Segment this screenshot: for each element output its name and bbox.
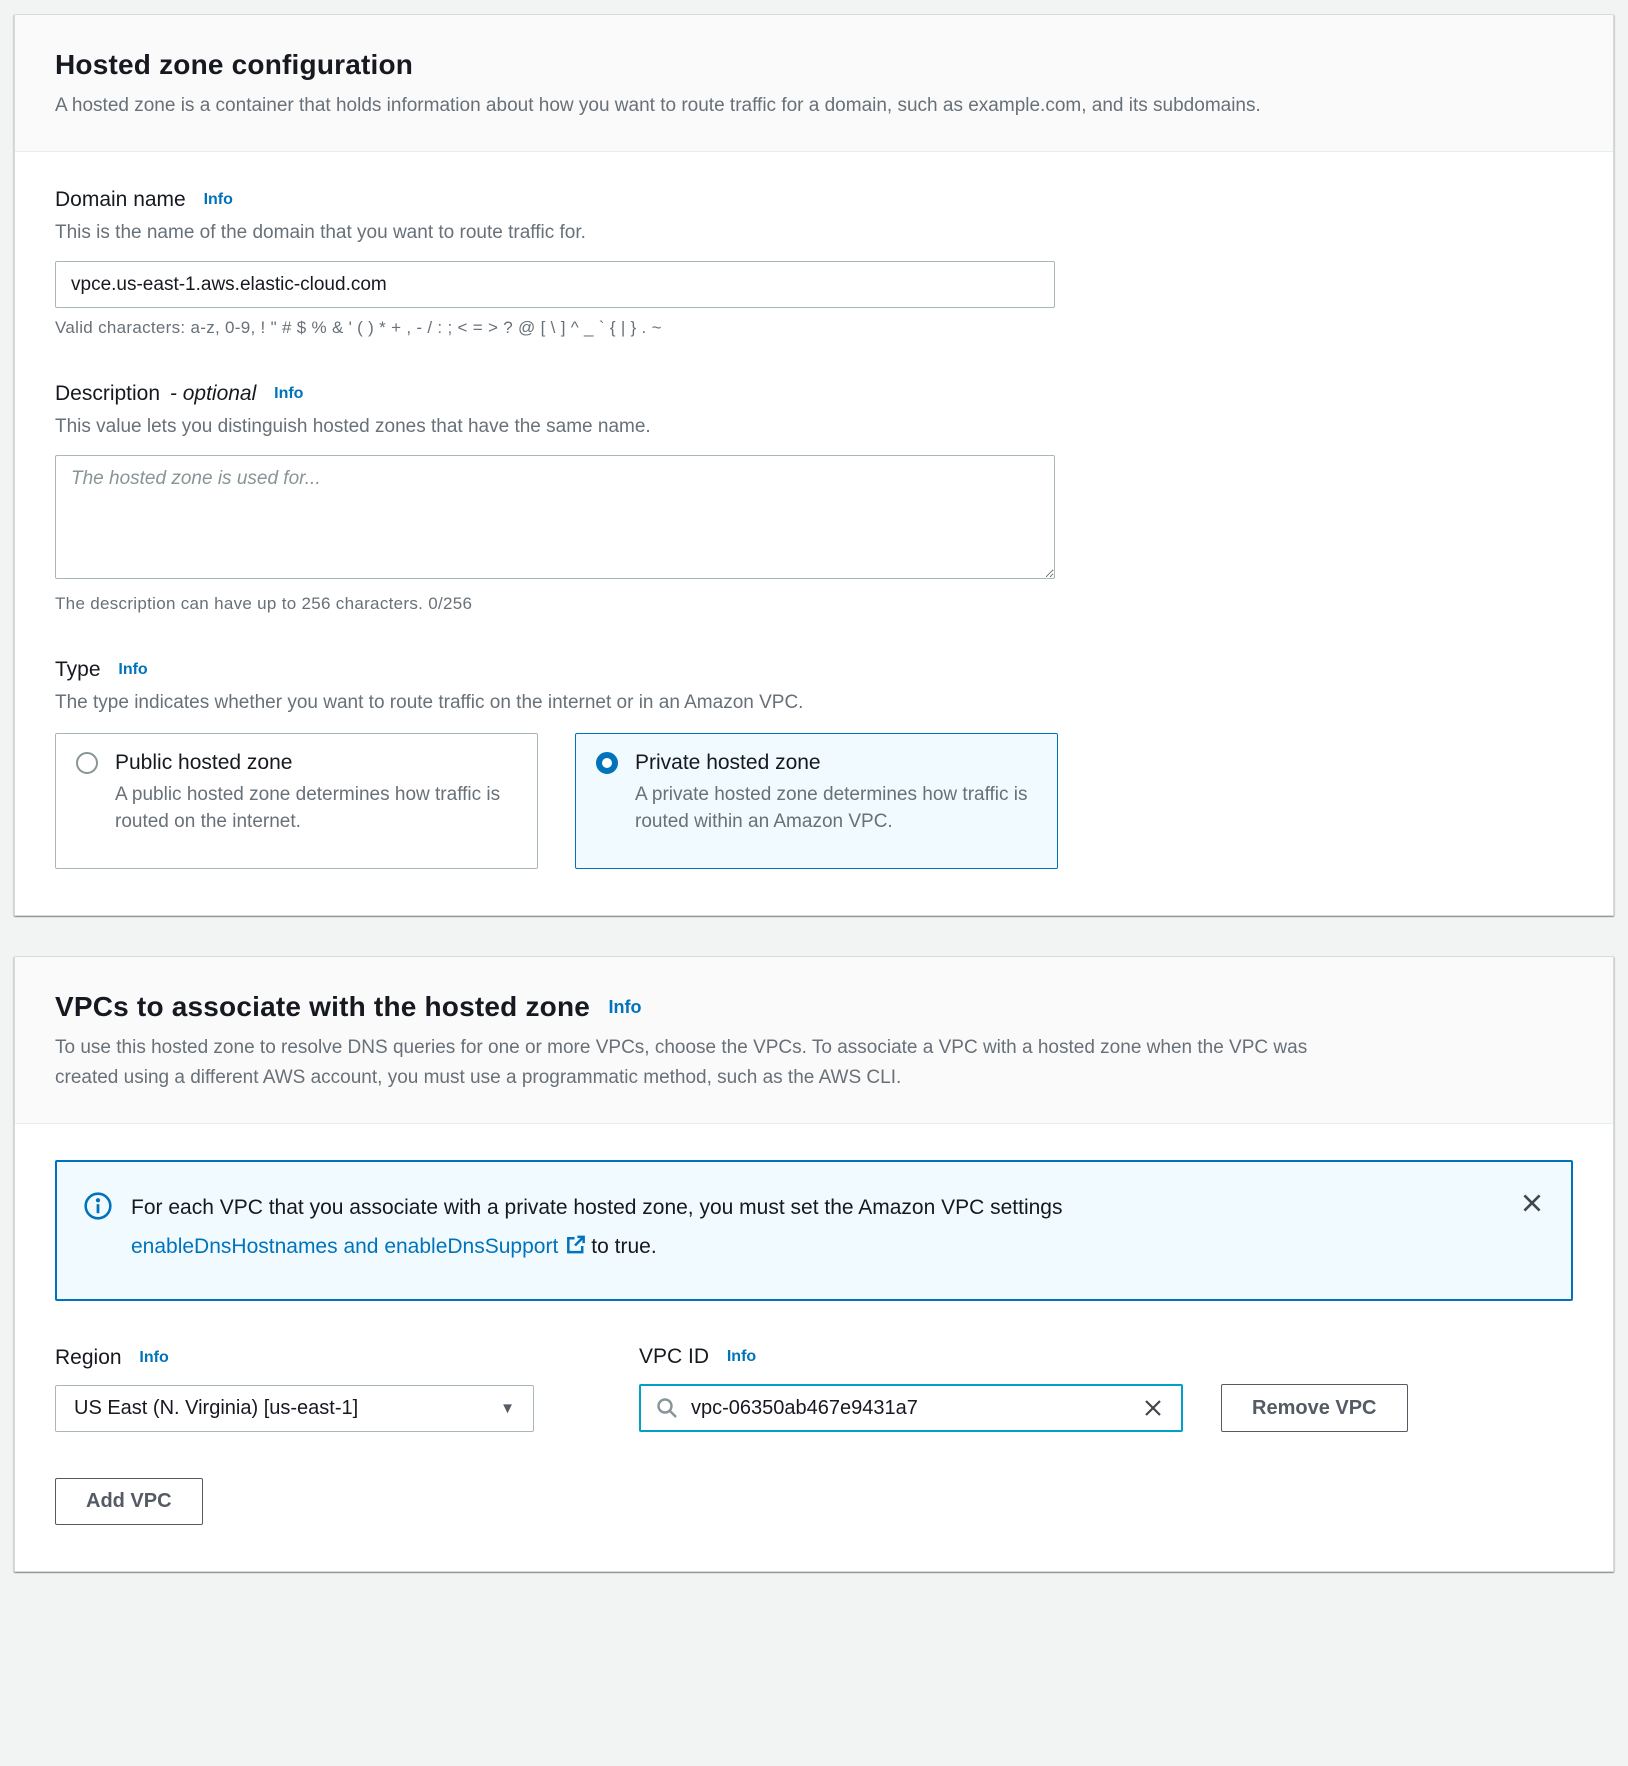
vpc-id-label: VPC ID: [639, 1345, 710, 1368]
type-field: [55, 658, 1573, 869]
vpc-id-column: [639, 1345, 1183, 1432]
public-option-description: A public hosted zone determines how traffic is routed on the internet.: [115, 784, 501, 832]
radio-unselected-icon[interactable]: [76, 752, 98, 774]
description-label-row: [55, 382, 1573, 406]
close-icon: [1519, 1204, 1545, 1219]
domain-name-constraint: Valid characters: a-z, 0-9, ! " # $ % & ' ( ) * + , - / : ; < = > ? @ [ \ ] ^ _ ` { | } . ~: [55, 318, 662, 337]
region-info-link[interactable]: Info: [139, 1349, 169, 1366]
vpc-id-input[interactable]: [691, 1397, 1139, 1420]
description-optional-label: - optional: [169, 382, 257, 405]
radio-selected-icon[interactable]: [596, 752, 618, 774]
domain-name-info-link[interactable]: Info: [203, 191, 233, 208]
type-info-link[interactable]: Info: [118, 661, 148, 678]
alert-text-line1: For each VPC that you associate with a private hosted zone, you must set the Amazon VPC settings: [131, 1196, 1063, 1219]
vpcs-card-info-link[interactable]: Info: [608, 997, 642, 1017]
chevron-down-icon: ▼: [500, 1400, 515, 1417]
type-label: Type: [55, 658, 101, 681]
info-circle-icon: [83, 1191, 113, 1269]
domain-name-label-row: [55, 188, 1573, 212]
public-option-title-row: [76, 751, 517, 775]
vpc-id-info-link[interactable]: Info: [726, 1348, 757, 1365]
private-option-description: A private hosted zone determines how traffic is routed within an Amazon VPC.: [635, 784, 1028, 832]
clear-input-button[interactable]: [1139, 1394, 1167, 1422]
alert-text-line2: [131, 1227, 1063, 1269]
description-field: [55, 382, 1573, 614]
vpcs-card-body: [15, 1124, 1613, 1571]
public-hosted-zone-option[interactable]: [55, 733, 538, 869]
region-column: [55, 1346, 639, 1432]
type-radio-group: [55, 733, 1573, 869]
alert-text: [131, 1188, 1063, 1269]
alert-text-suffix: to true.: [591, 1235, 657, 1258]
domain-name-helper: This is the name of the domain that you want to route traffic for.: [55, 222, 586, 243]
region-select-value: US East (N. Virginia) [us-east-1]: [74, 1397, 359, 1419]
hosted-zone-card-title: Hosted zone configuration: [55, 49, 414, 80]
description-label: Description: [55, 382, 161, 405]
private-hosted-zone-option[interactable]: [575, 733, 1058, 869]
vpcs-card-title: VPCs to associate with the hosted zone: [55, 991, 591, 1022]
description-constraint: The description can have up to 256 characters. 0/256: [55, 594, 473, 613]
hosted-zone-card-description: A hosted zone is a container that holds information about how you want to route traffic for a domain, such as example.com, and its subdomains.: [55, 95, 1261, 116]
hosted-zone-card-body: [15, 152, 1613, 915]
region-select[interactable]: [55, 1385, 534, 1432]
hosted-zone-configuration-card: [14, 14, 1614, 916]
vpc-association-row: [55, 1345, 1573, 1432]
remove-vpc-button[interactable]: Remove VPC: [1221, 1384, 1408, 1432]
hosted-zone-card-header: [15, 15, 1613, 152]
vpc-settings-info-alert: [55, 1160, 1573, 1301]
description-textarea[interactable]: [55, 455, 1055, 579]
type-label-row: [55, 658, 1573, 682]
vpcs-to-associate-card: [14, 956, 1614, 1572]
vpcs-card-header: [15, 957, 1613, 1124]
enable-dns-link[interactable]: enableDnsHostnames and enableDnsSupport: [131, 1235, 559, 1258]
description-helper: This value lets you distinguish hosted zones that have the same name.: [55, 416, 651, 437]
alert-close-button[interactable]: [1517, 1188, 1547, 1221]
domain-name-field: [55, 188, 1573, 338]
type-helper: The type indicates whether you want to route traffic on the internet or in an Amazon VPC.: [55, 692, 804, 713]
region-label: Region: [55, 1346, 122, 1369]
vpc-id-input-wrap: [639, 1384, 1183, 1432]
external-link-icon[interactable]: [564, 1230, 587, 1269]
vpc-id-label-row: [639, 1345, 1183, 1369]
region-label-row: [55, 1346, 639, 1370]
description-info-link[interactable]: Info: [274, 385, 304, 402]
domain-name-label: Domain name: [55, 188, 186, 211]
public-option-title: Public hosted zone: [115, 751, 293, 774]
private-option-title-row: [596, 751, 1037, 775]
vpcs-card-description: To use this hosted zone to resolve DNS queries for one or more VPCs, choose the VPCs. To associate a VPC with a hosted zone when the VPC was created using a different AWS account, you must use a programmatic method, such as the AWS CLI.: [55, 1037, 1308, 1088]
search-icon: [655, 1396, 679, 1420]
add-vpc-button[interactable]: Add VPC: [55, 1478, 203, 1525]
domain-name-input[interactable]: [55, 261, 1055, 308]
private-option-title: Private hosted zone: [635, 751, 821, 774]
